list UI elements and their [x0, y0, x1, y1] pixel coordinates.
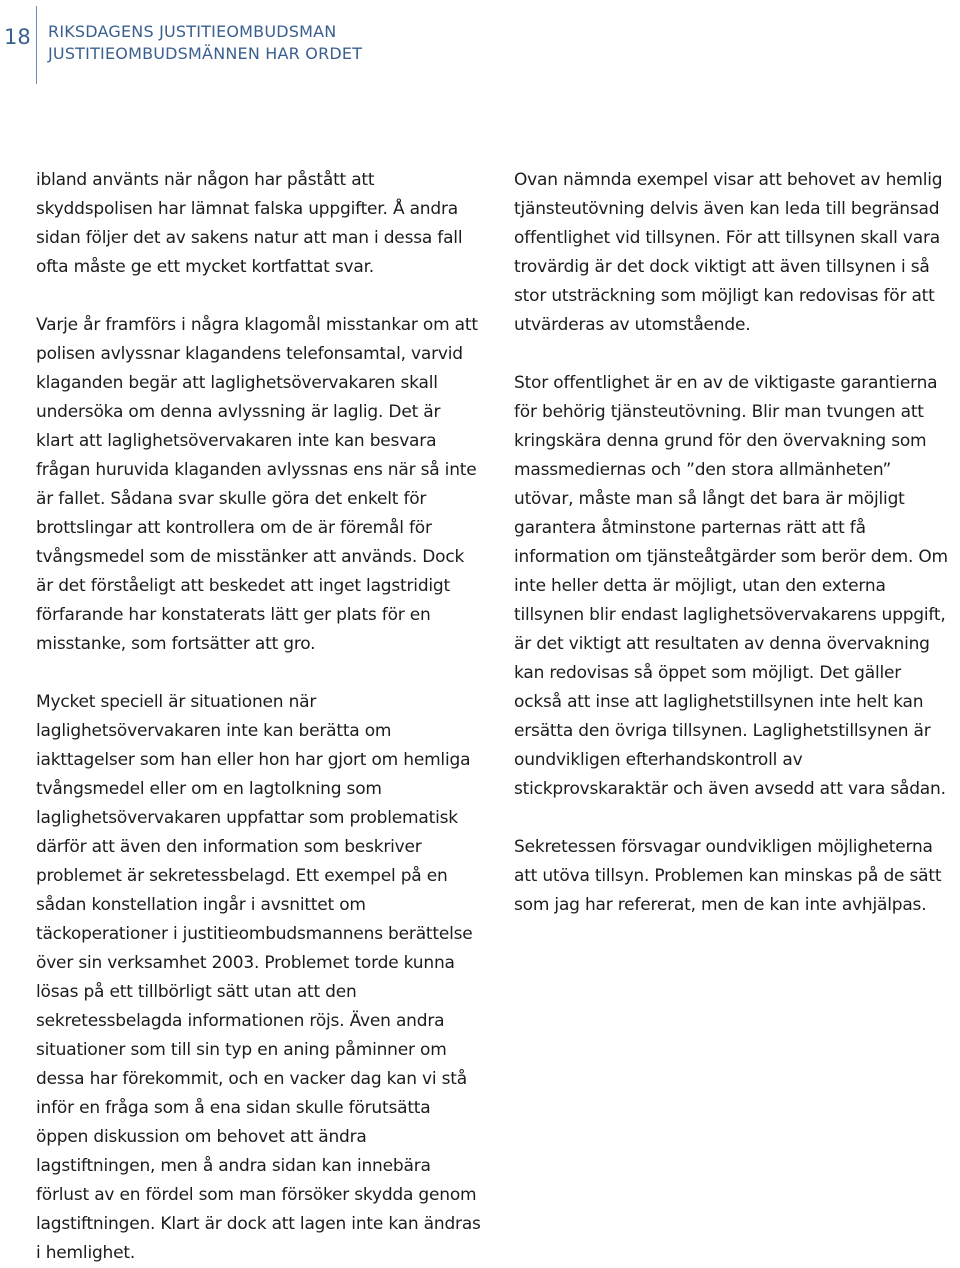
- page-number: 18: [4, 25, 31, 49]
- body-paragraph: Mycket speciell är situationen när laglighetsövervakaren inte kan berätta om iakttagelser som han eller hon har gjort om hemliga tvångsmedel eller om en lagtolkning som laglighetsövervakaren uppfattar som problematisk därför att även den information som beskriver problemet är sekretessbelagd. Ett exempel på en sådan konstellation ingår i avsnittet om täckoperationer i justitieombudsmannens berättelse över sin verksamhet 2003. Problemet torde kunna lösas på ett tillbörligt sätt utan att den sekretessbelagda informationen röjs. Även andra situationer som till sin typ en aning påminner om dessa har förekommit, och en vacker dag kan vi stå inför en fråga som å ena sidan skulle förutsätta öppen diskussion om behovet att ändra lagstiftningen, men å andra sidan kan innebära förlust av en fördel som man försöker skydda genom lagstiftningen. Klart är dock att lagen inte kan ändras i hemlighet.: [36, 692, 481, 1263]
- header-divider: [36, 6, 37, 84]
- running-header: [48, 21, 362, 65]
- organization-name: RIKSDAGENS JUSTITIEOMBUDSMAN: [48, 22, 337, 41]
- right-text-column: [514, 166, 954, 920]
- section-title: JUSTITIEOMBUDSMÄNNEN HAR ORDET: [48, 44, 363, 63]
- left-text-column: [36, 166, 482, 1268]
- body-paragraph: Stor offentlighet är en av de viktigaste garantierna för behörig tjänsteutövning. Blir man tvungen att kringskära denna grund för den övervakning som massmediernas och ”den stora allmänheten” utövar, måste man så långt det bara är möjligt garantera åtminstone parternas rätt att få information om tjänsteåtgärder som berör dem. Om inte heller detta är möjligt, utan den externa tillsynen blir endast laglighetsövervakarens uppgift, är det viktigt att resultaten av denna övervakning kan redovisas så öppet som möjligt. Det gäller också att inse att laglighetstillsynen inte helt kan ersätta den övriga tillsynen. Laglighetstillsynen är oundvikligen efterhandskontroll av stickprovskaraktär och även avsedd att vara sådan.: [514, 373, 948, 799]
- body-paragraph: Sekretessen försvagar oundvikligen möjligheterna att utöva tillsyn. Problemen kan minskas på de sätt som jag har refererat, men de kan inte avhjälpas.: [514, 837, 942, 915]
- body-paragraph: ibland använts när någon har påstått att skyddspolisen har lämnat falska uppgifter. Å andra sidan följer det av sakens natur att man i dessa fall ofta måste ge ett mycket kortfattat svar.: [36, 170, 463, 277]
- body-paragraph: Varje år framförs i några klagomål misstankar om att polisen avlyssnar klagandens telefonsamtal, varvid klaganden begär att laglighetsövervakaren skall undersöka om denna avlyssning är laglig. Det är klart att laglighetsövervakaren inte kan besvara frågan huruvida klaganden avlyssnas ens när så inte är fallet. Sådana svar skulle göra det enkelt för brottslingar att kontrollera om de är föremål för tvångsmedel som de misstänker att används. Dock är det förståeligt att beskedet att inget lagstridigt förfarande har konstaterats lätt ger plats för en misstanke, som fortsätter att gro.: [36, 315, 478, 654]
- body-paragraph: Ovan nämnda exempel visar att behovet av hemlig tjänsteutövning delvis även kan leda till begränsad offentlighet vid tillsynen. För att tillsynen skall vara trovärdig är det dock viktigt att även tillsynen i så stor utsträckning som möjligt kan redovisas för att utvärderas av utomstående.: [514, 170, 943, 335]
